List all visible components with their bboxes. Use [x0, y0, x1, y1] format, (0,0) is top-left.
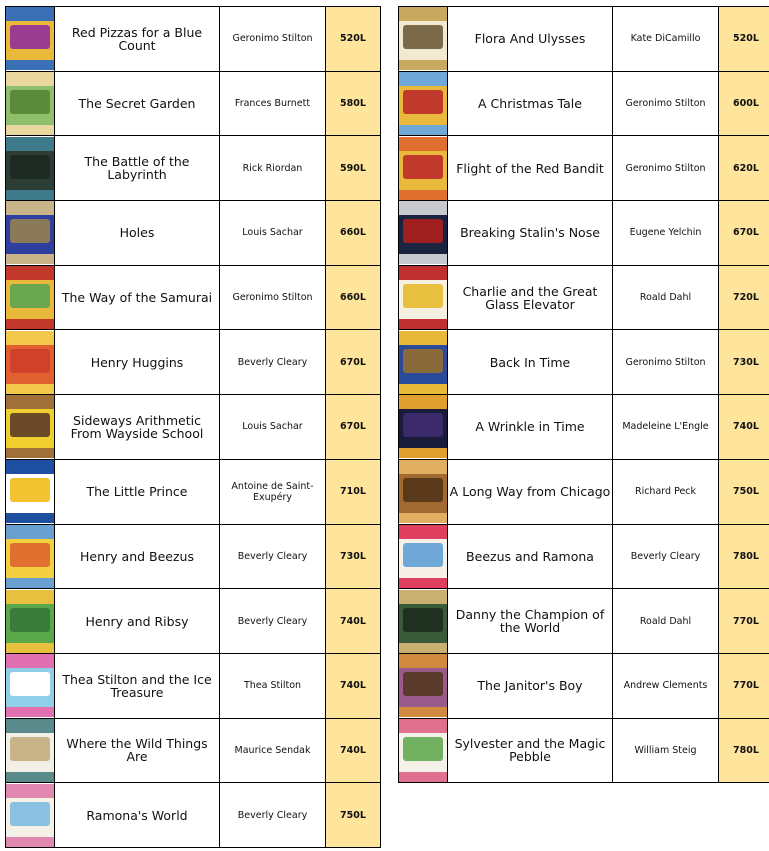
lexile-level: 600L: [719, 71, 769, 136]
book-cover-cell: [6, 524, 55, 589]
book-cover-icon: [6, 72, 54, 135]
lexile-level: 750L: [326, 783, 381, 848]
table-row: [399, 524, 769, 589]
book-author: Richard Peck: [613, 459, 719, 524]
book-cover-cell: [6, 136, 55, 201]
book-cover-cell: [399, 395, 448, 460]
book-cover-icon: [6, 201, 54, 264]
table-row: [6, 783, 381, 848]
lexile-level: 660L: [326, 265, 381, 330]
lexile-level: 740L: [326, 589, 381, 654]
book-cover-icon: [399, 331, 447, 394]
book-title: The Secret Garden: [55, 71, 220, 136]
table-row: [399, 71, 769, 136]
book-title: Sylvester and the Magic Pebble: [448, 718, 613, 783]
book-author: Geronimo Stilton: [613, 136, 719, 201]
book-author: Roald Dahl: [613, 589, 719, 654]
table-row: [399, 459, 769, 524]
book-cover-icon: [399, 460, 447, 523]
book-title: The Little Prince: [55, 459, 220, 524]
book-title: Red Pizzas for a Blue Count: [55, 7, 220, 72]
book-author: Beverly Cleary: [220, 330, 326, 395]
lexile-level: 620L: [719, 136, 769, 201]
lexile-level: 780L: [719, 718, 769, 783]
book-author: Maurice Sendak: [220, 718, 326, 783]
book-author: Frances Burnett: [220, 71, 326, 136]
lexile-level: 670L: [326, 330, 381, 395]
book-author: Kate DiCamillo: [613, 7, 719, 72]
table-row: [399, 718, 769, 783]
lexile-level: 740L: [326, 718, 381, 783]
table-row: [399, 7, 769, 72]
book-cover-icon: [399, 266, 447, 329]
table-row: [6, 589, 381, 654]
book-cover-icon: [399, 137, 447, 200]
book-title: Back In Time: [448, 330, 613, 395]
lexile-level: 730L: [326, 524, 381, 589]
book-cover-icon: [399, 654, 447, 717]
table-row: [6, 136, 381, 201]
book-cover-cell: [399, 718, 448, 783]
table-row: [399, 395, 769, 460]
book-cover-icon: [399, 719, 447, 782]
book-cover-icon: [399, 590, 447, 653]
book-author: Geronimo Stilton: [220, 265, 326, 330]
book-author: William Steig: [613, 718, 719, 783]
book-author: Louis Sachar: [220, 201, 326, 266]
lexile-level: 710L: [326, 459, 381, 524]
book-cover-cell: [399, 7, 448, 72]
book-title: The Way of the Samurai: [55, 265, 220, 330]
lexile-level: 750L: [719, 459, 769, 524]
table-row: [6, 524, 381, 589]
lexile-level: 590L: [326, 136, 381, 201]
table-row: [6, 395, 381, 460]
book-author: Madeleine L'Engle: [613, 395, 719, 460]
book-title: Charlie and the Great Glass Elevator: [448, 265, 613, 330]
book-author: Antoine de Saint-Exupéry: [220, 459, 326, 524]
lexile-level: 670L: [326, 395, 381, 460]
book-title: Sideways Arithmetic From Wayside School: [55, 395, 220, 460]
book-author: Geronimo Stilton: [220, 7, 326, 72]
book-title: Holes: [55, 201, 220, 266]
table-row: [399, 653, 769, 718]
book-author: Beverly Cleary: [220, 589, 326, 654]
book-cover-cell: [6, 459, 55, 524]
book-cover-cell: [6, 395, 55, 460]
lexile-level: 740L: [326, 653, 381, 718]
book-title: Where the Wild Things Are: [55, 718, 220, 783]
lexile-level: 660L: [326, 201, 381, 266]
book-author: Thea Stilton: [220, 653, 326, 718]
table-row: [6, 653, 381, 718]
book-title: A Christmas Tale: [448, 71, 613, 136]
table-row: [6, 265, 381, 330]
book-title: Thea Stilton and the Ice Treasure: [55, 653, 220, 718]
book-author: Rick Riordan: [220, 136, 326, 201]
book-cover-icon: [6, 460, 54, 523]
table-row: [399, 136, 769, 201]
book-title: Henry Huggins: [55, 330, 220, 395]
book-cover-icon: [6, 590, 54, 653]
book-cover-cell: [399, 459, 448, 524]
book-author: Andrew Clements: [613, 653, 719, 718]
table-row: [6, 71, 381, 136]
book-cover-icon: [399, 7, 447, 70]
table-row: [399, 330, 769, 395]
book-title: Flight of the Red Bandit: [448, 136, 613, 201]
book-cover-cell: [399, 201, 448, 266]
lexile-level: 520L: [326, 7, 381, 72]
book-title: The Janitor's Boy: [448, 653, 613, 718]
book-cover-cell: [399, 136, 448, 201]
book-cover-icon: [6, 331, 54, 394]
book-author: Geronimo Stilton: [613, 71, 719, 136]
book-cover-cell: [6, 589, 55, 654]
book-cover-cell: [399, 71, 448, 136]
lexile-level: 670L: [719, 201, 769, 266]
book-cover-icon: [6, 395, 54, 458]
book-cover-icon: [6, 784, 54, 847]
book-cover-cell: [6, 783, 55, 848]
book-cover-cell: [6, 265, 55, 330]
book-title: Ramona's World: [55, 783, 220, 848]
lexile-level: 780L: [719, 524, 769, 589]
book-title: Beezus and Ramona: [448, 524, 613, 589]
book-author: Louis Sachar: [220, 395, 326, 460]
book-table-right: [398, 6, 769, 783]
book-cover-cell: [6, 201, 55, 266]
book-cover-icon: [399, 72, 447, 135]
book-cover-cell: [6, 330, 55, 395]
lexile-level: 770L: [719, 589, 769, 654]
book-cover-icon: [399, 201, 447, 264]
lexile-level: 720L: [719, 265, 769, 330]
book-cover-cell: [399, 524, 448, 589]
book-author: Roald Dahl: [613, 265, 719, 330]
book-cover-icon: [399, 395, 447, 458]
book-title: Breaking Stalin's Nose: [448, 201, 613, 266]
book-title: A Long Way from Chicago: [448, 459, 613, 524]
book-author: Geronimo Stilton: [613, 330, 719, 395]
table-row: [399, 589, 769, 654]
book-cover-cell: [399, 589, 448, 654]
table-row: [6, 201, 381, 266]
book-cover-cell: [6, 7, 55, 72]
book-title: Henry and Beezus: [55, 524, 220, 589]
book-cover-cell: [6, 718, 55, 783]
lexile-level: 580L: [326, 71, 381, 136]
book-cover-cell: [6, 653, 55, 718]
book-cover-cell: [399, 330, 448, 395]
book-title: Danny the Champion of the World: [448, 589, 613, 654]
book-author: Beverly Cleary: [220, 783, 326, 848]
lexile-level: 520L: [719, 7, 769, 72]
book-cover-icon: [6, 525, 54, 588]
book-cover-cell: [399, 653, 448, 718]
table-row: [6, 330, 381, 395]
book-cover-cell: [6, 71, 55, 136]
book-cover-icon: [6, 266, 54, 329]
table-row: [399, 201, 769, 266]
table-row: [6, 459, 381, 524]
lexile-level: 730L: [719, 330, 769, 395]
book-author: Beverly Cleary: [220, 524, 326, 589]
book-cover-icon: [399, 525, 447, 588]
lexile-level: 740L: [719, 395, 769, 460]
book-title: A Wrinkle in Time: [448, 395, 613, 460]
book-cover-icon: [6, 719, 54, 782]
table-row: [6, 7, 381, 72]
book-title: The Battle of the Labyrinth: [55, 136, 220, 201]
table-row: [6, 718, 381, 783]
book-author: Beverly Cleary: [613, 524, 719, 589]
book-table-left: [5, 6, 381, 848]
book-title: Flora And Ulysses: [448, 7, 613, 72]
lexile-level: 770L: [719, 653, 769, 718]
book-title: Henry and Ribsy: [55, 589, 220, 654]
book-cover-icon: [6, 137, 54, 200]
table-row: [399, 265, 769, 330]
book-cover-icon: [6, 7, 54, 70]
book-cover-cell: [399, 265, 448, 330]
book-cover-icon: [6, 654, 54, 717]
book-author: Eugene Yelchin: [613, 201, 719, 266]
